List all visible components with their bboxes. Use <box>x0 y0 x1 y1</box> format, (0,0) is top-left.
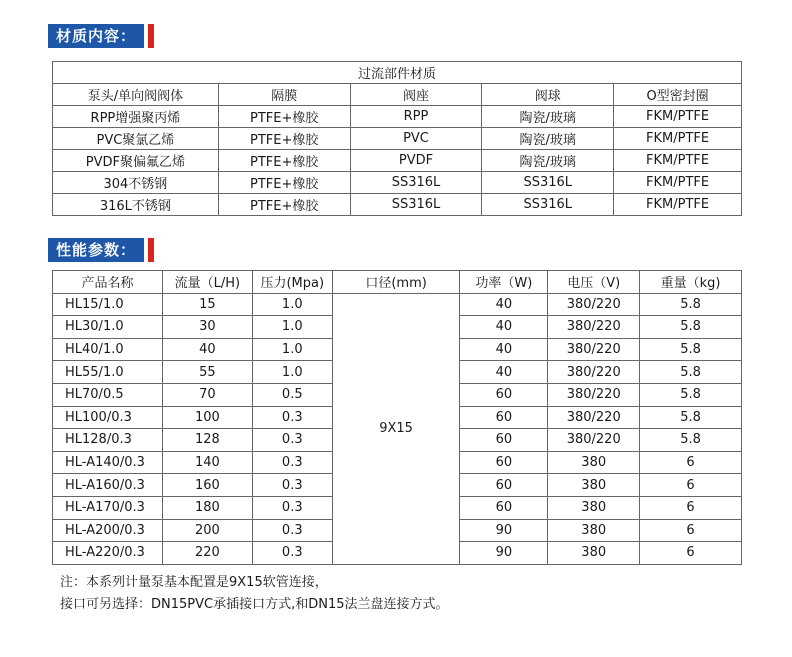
table-cell: 380/220 <box>548 316 640 339</box>
table-cell: 5.8 <box>640 293 742 316</box>
table-cell: 380/220 <box>548 338 640 361</box>
table-cell: 140 <box>162 451 252 474</box>
table-cell: 0.3 <box>252 496 332 519</box>
table-row <box>53 172 742 194</box>
table-row <box>53 293 742 316</box>
table-cell: 6 <box>640 542 742 565</box>
table-cell: 5.8 <box>640 361 742 384</box>
table-cell: 60 <box>460 429 548 452</box>
column-header: 泵头/单向阀阀体 <box>53 84 219 106</box>
section-accent-bar <box>148 24 154 48</box>
table-cell: 380/220 <box>548 293 640 316</box>
table-cell: HL30/1.0 <box>53 316 163 339</box>
table-cell: SS316L <box>482 172 614 194</box>
table-cell: 380 <box>548 474 640 497</box>
table-cell: 160 <box>162 474 252 497</box>
table-cell: 304不锈钢 <box>53 172 219 194</box>
table-cell: 40 <box>460 361 548 384</box>
table-cell: HL-A160/0.3 <box>53 474 163 497</box>
table-cell: 380/220 <box>548 406 640 429</box>
table-cell: 90 <box>460 542 548 565</box>
table-row <box>53 194 742 216</box>
table-cell: 90 <box>460 519 548 542</box>
table-cell: PTFE+橡胶 <box>218 128 350 150</box>
table-cell: RPP增强聚丙烯 <box>53 106 219 128</box>
table-cell: PVC聚氯乙烯 <box>53 128 219 150</box>
table-cell: 60 <box>460 451 548 474</box>
table-cell: 0.3 <box>252 474 332 497</box>
table-cell: 380/220 <box>548 429 640 452</box>
table-cell: 6 <box>640 451 742 474</box>
table-cell: 40 <box>162 338 252 361</box>
table-cell: FKM/PTFE <box>614 128 742 150</box>
table-cell: FKM/PTFE <box>614 106 742 128</box>
table-cell: 0.3 <box>252 519 332 542</box>
table-cell: 380/220 <box>548 361 640 384</box>
table-cell: 60 <box>460 474 548 497</box>
table-cell: 60 <box>460 496 548 519</box>
table-cell: HL15/1.0 <box>53 293 163 316</box>
table-header-row <box>53 84 742 106</box>
table-cell: 6 <box>640 519 742 542</box>
table-cell: 0.3 <box>252 542 332 565</box>
table-cell: SS316L <box>482 194 614 216</box>
table-cell: 6 <box>640 496 742 519</box>
table-header-row <box>53 271 742 294</box>
table-cell: SS316L <box>350 172 482 194</box>
table-cell: 316L不锈钢 <box>53 194 219 216</box>
table-cell: 5.8 <box>640 406 742 429</box>
table-cell: HL100/0.3 <box>53 406 163 429</box>
table-cell: HL128/0.3 <box>53 429 163 452</box>
note-line: 注：本系列计量泵基本配置是9X15软管连接， <box>60 575 328 590</box>
table-cell: 180 <box>162 496 252 519</box>
table-cell: 0.3 <box>252 406 332 429</box>
table-cell: 5.8 <box>640 316 742 339</box>
table-cell: PTFE+橡胶 <box>218 172 350 194</box>
port-size-cell: 9X15 <box>332 293 460 564</box>
section-accent-bar <box>148 238 154 262</box>
table-cell: 380/220 <box>548 383 640 406</box>
table-cell: PTFE+橡胶 <box>218 106 350 128</box>
column-header: 阀球 <box>482 84 614 106</box>
table-cell: SS316L <box>350 194 482 216</box>
table-cell: 陶瓷/玻璃 <box>482 150 614 172</box>
table-cell: 200 <box>162 519 252 542</box>
table-cell: 30 <box>162 316 252 339</box>
table-cell: 陶瓷/玻璃 <box>482 128 614 150</box>
table-cell: 陶瓷/玻璃 <box>482 106 614 128</box>
table-cell: FKM/PTFE <box>614 150 742 172</box>
table-cell: PTFE+橡胶 <box>218 150 350 172</box>
table-row <box>53 128 742 150</box>
table-cell: 60 <box>460 406 548 429</box>
table-cell: 1.0 <box>252 293 332 316</box>
table-cell: 100 <box>162 406 252 429</box>
section-title: 材质内容： <box>48 24 144 48</box>
note-line: 接口可另选择：DN15PVC承插接口方式,和DN15法兰盘连接方式。 <box>60 597 449 612</box>
column-header: 电压（V) <box>548 271 640 294</box>
table-cell: 5.8 <box>640 429 742 452</box>
table-cell: 5.8 <box>640 383 742 406</box>
column-header: 阀座 <box>350 84 482 106</box>
table-cell: 6 <box>640 474 742 497</box>
table-cell: 220 <box>162 542 252 565</box>
table-caption: 过流部件材质 <box>53 62 742 84</box>
table-cell: 0.3 <box>252 451 332 474</box>
table-cell: HL70/0.5 <box>53 383 163 406</box>
column-header: 隔膜 <box>218 84 350 106</box>
table-cell: 70 <box>162 383 252 406</box>
table-cell: 55 <box>162 361 252 384</box>
column-header: 流量（L/H) <box>162 271 252 294</box>
table-cell: HL-A220/0.3 <box>53 542 163 565</box>
table-cell: PTFE+橡胶 <box>218 194 350 216</box>
table-cell: FKM/PTFE <box>614 172 742 194</box>
table-caption-row <box>53 62 742 84</box>
table-cell: 40 <box>460 293 548 316</box>
table-cell: HL-A200/0.3 <box>53 519 163 542</box>
column-header: 产品名称 <box>53 271 163 294</box>
table-cell: 0.3 <box>252 429 332 452</box>
table-cell: PVDF聚偏氟乙烯 <box>53 150 219 172</box>
table-cell: HL55/1.0 <box>53 361 163 384</box>
table-cell: PVC <box>350 128 482 150</box>
section-title: 性能参数： <box>48 238 144 262</box>
table-cell: PVDF <box>350 150 482 172</box>
table-row <box>53 106 742 128</box>
table-cell: 15 <box>162 293 252 316</box>
performance-table-body <box>53 293 742 564</box>
table-cell: 1.0 <box>252 361 332 384</box>
table-cell: FKM/PTFE <box>614 194 742 216</box>
table-cell: 60 <box>460 383 548 406</box>
column-header: 重量（kg) <box>640 271 742 294</box>
column-header: O型密封圈 <box>614 84 742 106</box>
table-cell: 380 <box>548 542 640 565</box>
table-cell: 5.8 <box>640 338 742 361</box>
materials-table <box>52 61 742 216</box>
column-header: 功率（W) <box>460 271 548 294</box>
table-cell: RPP <box>350 106 482 128</box>
table-cell: 0.5 <box>252 383 332 406</box>
table-cell: 40 <box>460 316 548 339</box>
section-header-performance <box>48 238 154 262</box>
table-cell: 380 <box>548 519 640 542</box>
column-header: 口径(mm) <box>332 271 460 294</box>
table-cell: HL-A170/0.3 <box>53 496 163 519</box>
column-header: 压力(Mpa) <box>252 271 332 294</box>
table-cell: 380 <box>548 496 640 519</box>
section-header-materials <box>48 24 154 48</box>
table-cell: 40 <box>460 338 548 361</box>
table-cell: 1.0 <box>252 338 332 361</box>
table-cell: 1.0 <box>252 316 332 339</box>
table-cell: HL40/1.0 <box>53 338 163 361</box>
table-cell: 128 <box>162 429 252 452</box>
table-cell: 380 <box>548 451 640 474</box>
table-cell: HL-A140/0.3 <box>53 451 163 474</box>
table-row <box>53 150 742 172</box>
performance-table <box>52 270 742 565</box>
